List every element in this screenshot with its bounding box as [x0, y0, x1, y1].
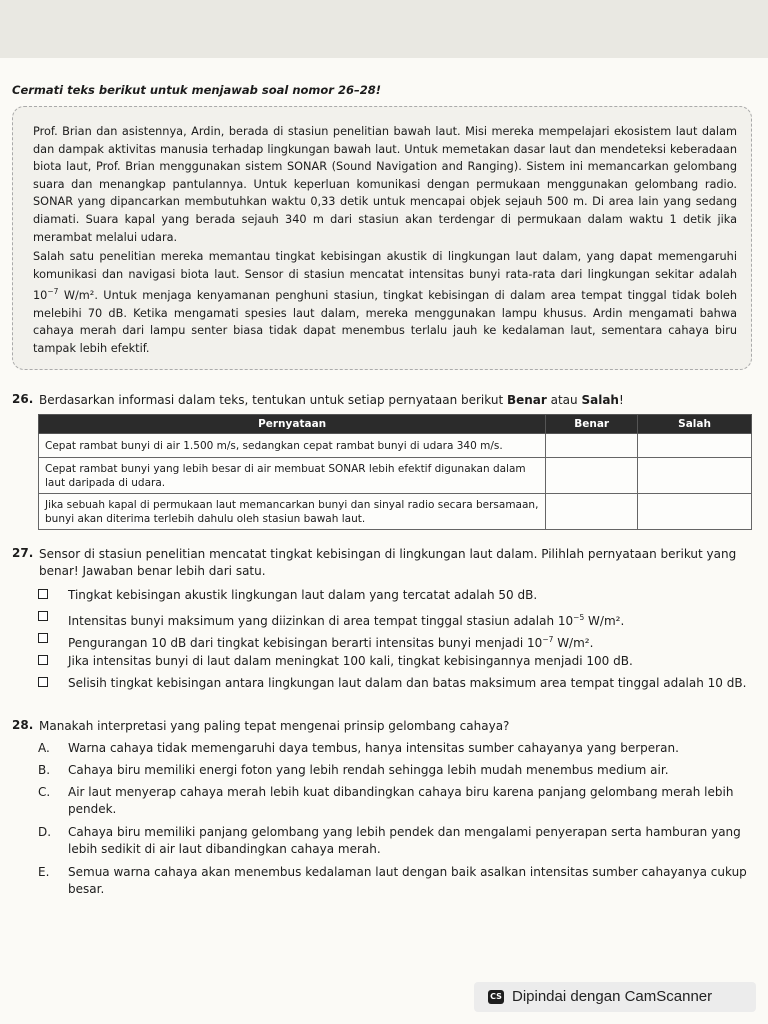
option-text: Pengurangan 10 dB dari tingkat kebisingan berarti intensitas bunyi menjadi $10^{-7}$ W/m².: [68, 635, 594, 650]
stimulus-paragraph-2: Salah satu penelitian mereka memantau tingkat kebisingan akustik di lingkungan laut dalam, yang dapat memengaruhi komunikasi dan navigasi biota laut. Sensor di stasiun mencatat intensitas bunyi rata-rata dari lingkungan sekitar adalah $10^{-7}$ W/m². Untuk menjaga kenyamanan penghuni stasiun, tingkat kebisingan di dalam area tempat tinggal tidak boleh melebihi 70 dB. Ketika mengamati spesies laut dalam, mereka menggunakan lampu khusus. Ardin mengamati bahwa cahaya merah dari lampu senter biasa tidak dapat menembus terlalu jauh ke kedalaman laut, sementara cahaya biru tampak lebih efektif.: [33, 250, 737, 355]
checkbox[interactable]: [38, 611, 48, 621]
true-answer-cell[interactable]: [546, 434, 638, 458]
option-text: Tingkat kebisingan akustik lingkungan laut dalam yang tercatat adalah 50 dB.: [68, 588, 538, 602]
option-text: Intensitas bunyi maksimum yang diizinkan di area tempat tinggal stasiun adalah $10^{-5}$ W/m².: [68, 613, 625, 628]
option-text: Cahaya biru memiliki energi foton yang lebih rendah sehingga lebih mudah menembus medium air.: [68, 763, 669, 777]
watermark-text: Dipindai dengan CamScanner: [512, 988, 713, 1005]
header-false: Salah: [638, 415, 752, 434]
checkbox-option[interactable]: [38, 609, 752, 627]
question-text: Berdasarkan informasi dalam teks, tentukan untuk setiap pernyataan berikut Benar atau Salah!: [39, 393, 624, 407]
stimulus-box: [12, 106, 752, 370]
option-letter: B.: [38, 763, 51, 777]
option-letter: C.: [38, 785, 51, 799]
question-text: Manakah interpretasi yang paling tepat mengenai prinsip gelombang cahaya?: [39, 719, 510, 733]
option-text: Cahaya biru memiliki panjang gelombang yang lebih pendek dan mengalami penyerapan serta hamburan yang lebih sedikit di air laut dibandingkan cahaya merah.: [68, 825, 741, 856]
option-letter: E.: [38, 865, 50, 879]
table-row: [39, 494, 752, 530]
checkbox-option[interactable]: [38, 631, 752, 649]
option-text: Semua warna cahaya akan menembus kedalaman laut dengan baik asalkan intensitas sumber cahayanya cukup besar.: [68, 865, 747, 896]
true-answer-cell[interactable]: [546, 458, 638, 494]
true-false-table: [38, 414, 752, 530]
option-text: Air laut menyerap cahaya merah lebih kuat dibandingkan cahaya biru karena panjang gelombang merah lebih pendek.: [68, 785, 734, 816]
false-answer-cell[interactable]: [638, 494, 752, 530]
option-text: Selisih tingkat kebisingan antara lingkungan laut dalam dan batas maksimum area tempat tinggal adalah 10 dB.: [68, 676, 747, 690]
checkbox[interactable]: [38, 655, 48, 665]
camscanner-watermark: [474, 982, 756, 1012]
question-number: 28.: [12, 718, 34, 732]
question-number: 27.: [12, 546, 34, 560]
table-row: [39, 434, 752, 458]
checkbox[interactable]: [38, 633, 48, 643]
table-row: [39, 458, 752, 494]
statement-cell: Cepat rambat bunyi yang lebih besar di air membuat SONAR lebih efektif digunakan dalam laut daripada di udara.: [39, 458, 546, 494]
true-answer-cell[interactable]: [546, 494, 638, 530]
intro-instruction: Cermati teks berikut untuk menjawab soal nomor 26–28!: [12, 83, 381, 97]
statement-cell: Jika sebuah kapal di permukaan laut memancarkan bunyi dan sinyal radio secara bersamaan, bunyi akan diterima terlebih dahulu oleh stasiun bawah laut.: [39, 494, 546, 530]
question-text: Sensor di stasiun penelitian mencatat tingkat kebisingan di lingkungan laut dalam. Pilihlah pernyataan berikut yang benar! Jawaban benar lebih dari satu.: [39, 547, 737, 578]
false-answer-cell[interactable]: [638, 434, 752, 458]
camscanner-logo-icon: CS: [488, 990, 504, 1004]
option-letter: D.: [38, 825, 52, 839]
checkbox-option[interactable]: [38, 653, 752, 671]
checkbox[interactable]: [38, 677, 48, 687]
option-text: Warna cahaya tidak memengaruhi daya tembus, hanya intensitas sumber cahayanya yang berperan.: [68, 741, 679, 755]
question-27: [12, 546, 752, 582]
choice-option-e[interactable]: [38, 864, 752, 900]
header-true: Benar: [546, 415, 638, 434]
choice-option-a[interactable]: [38, 740, 752, 758]
question-28: [12, 718, 752, 736]
checkbox-option[interactable]: [38, 587, 752, 605]
option-letter: A.: [38, 741, 50, 755]
stimulus-paragraph-1: Prof. Brian dan asistennya, Ardin, berada di stasiun penelitian bawah laut. Misi mereka mempelajari ekosistem laut dalam dan dampak aktivitas manusia terhadap lingkungan bawah laut. Untuk memetakan dasar laut dan mendeteksi keberadaan biota laut, Prof. Brian menggunakan sistem SONAR (Sound Navigation and Ranging). Sistem ini memancarkan gelombang suara dan menangkap pantulannya. Untuk keperluan komunikasi dengan permukaan menggunakan gelombang radio. SONAR yang dipancarkan membutuhkan waktu 0,33 detik untuk mencapai objek sejauh 500 m. Di area lain yang sedang diamati. Suara kapal yang berada sejauh 340 m dari stasiun akan terdengar di permukaan dalam waktu 1 detik jika merambat melalui udara.: [33, 125, 737, 244]
checkbox[interactable]: [38, 589, 48, 599]
choice-option-d[interactable]: [38, 824, 752, 860]
header-statement: Pernyataan: [39, 415, 546, 434]
false-answer-cell[interactable]: [638, 458, 752, 494]
choice-option-b[interactable]: [38, 762, 752, 780]
question-number: 26.: [12, 392, 34, 406]
checkbox-option[interactable]: [38, 675, 752, 711]
question-26: [12, 392, 752, 410]
option-text: Jika intensitas bunyi di laut dalam meningkat 100 kali, tingkat kebisingannya menjadi 100 dB.: [68, 654, 633, 668]
statement-cell: Cepat rambat bunyi di air 1.500 m/s, sedangkan cepat rambat bunyi di udara 340 m/s.: [39, 434, 546, 458]
choice-option-c[interactable]: [38, 784, 752, 820]
